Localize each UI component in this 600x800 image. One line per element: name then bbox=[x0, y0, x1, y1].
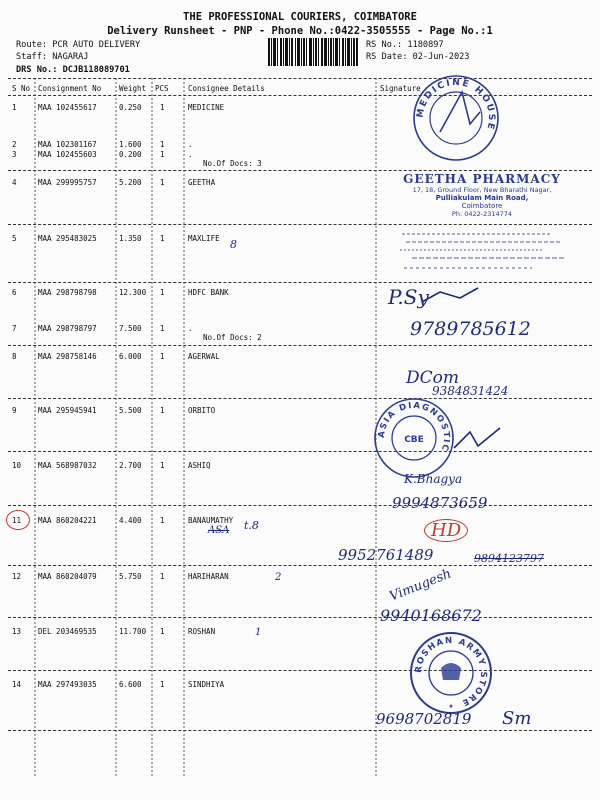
geetha-stamp-line3: Coimbatore bbox=[461, 202, 503, 210]
row-1-weight: 0.250 bbox=[119, 103, 142, 112]
row-11-hd-mark: HD bbox=[424, 519, 468, 542]
asia-diagnostic-stamp bbox=[372, 396, 456, 480]
row-separator bbox=[8, 398, 592, 399]
route-label: Route: PCR AUTO DELIVERY bbox=[16, 40, 141, 50]
row-12-consignment: MAA 860204079 bbox=[38, 572, 97, 581]
row-11-phone-2: 9894123797 bbox=[474, 552, 544, 565]
row-10-consignment: MAA 568987032 bbox=[38, 461, 97, 470]
roshan-army-store-stamp bbox=[408, 630, 494, 716]
geetha-stamp-line2: Pulliakulam Main Road, bbox=[435, 194, 529, 202]
row-12-weight: 5.750 bbox=[119, 572, 142, 581]
row-8-sno: 8 bbox=[12, 352, 17, 361]
row-separator bbox=[8, 505, 592, 506]
geetha-pharmacy-stamp bbox=[382, 172, 582, 218]
row-12-pcs: 1 bbox=[160, 572, 165, 581]
row-11-consignment: MAA 860204221 bbox=[38, 516, 97, 525]
row-14-sno: 14 bbox=[12, 680, 22, 689]
docs-note-1: No.Of Docs: 3 bbox=[203, 159, 262, 168]
row-8-consignment: MAA 298758146 bbox=[38, 352, 97, 361]
row-separator bbox=[8, 224, 592, 225]
row-4-pcs: 1 bbox=[160, 178, 165, 187]
row-3-consignment: MAA 102455603 bbox=[38, 150, 97, 159]
row-11-pcs: 1 bbox=[160, 516, 165, 525]
row-11-phone-1: 9952761489 bbox=[338, 546, 434, 564]
docs-note-2: No.Of Docs: 2 bbox=[203, 333, 262, 342]
rs-number: RS No.: 1180897 bbox=[366, 40, 444, 50]
row-2-consignment: MAA 102301167 bbox=[38, 140, 97, 149]
row-14-consignment: MAA 297493035 bbox=[38, 680, 97, 689]
row-4-weight: 5.200 bbox=[119, 178, 142, 187]
row-5-pcs: 1 bbox=[160, 234, 165, 243]
row-6-signature: P.Sy bbox=[388, 285, 429, 309]
row-4-consignee: GEETHA bbox=[188, 178, 216, 187]
row-6-weight: 12.300 bbox=[119, 288, 147, 297]
row-10-sno: 10 bbox=[12, 461, 22, 470]
row-separator bbox=[8, 170, 592, 171]
maxlife-faded-stamp bbox=[392, 228, 572, 276]
row-6-sno: 6 bbox=[12, 288, 17, 297]
row-6-pcs: 1 bbox=[160, 288, 165, 297]
row-separator bbox=[8, 345, 592, 346]
row-7-sno: 7 bbox=[12, 324, 17, 333]
runsheet-subtitle: Delivery Runsheet - PNP - Phone No.:0422-3505555 - Page No.:1 bbox=[107, 25, 493, 37]
row-5-consignee: MAXLIFE bbox=[188, 234, 220, 243]
row-9-signature bbox=[452, 426, 502, 452]
row-14-phone: 9698702819 bbox=[376, 710, 472, 728]
medicine-house-stamp bbox=[410, 72, 502, 164]
svg-text:CBE: CBE bbox=[404, 435, 424, 445]
row-separator bbox=[8, 617, 592, 618]
row-14-signature: Sm bbox=[502, 708, 532, 729]
row-6-signature-stroke bbox=[420, 286, 480, 306]
row-8-consignee: AGERWAL bbox=[188, 352, 220, 361]
row-10-consignee: ASHIQ bbox=[188, 461, 211, 470]
row-7-consignee: . bbox=[188, 324, 193, 333]
rs-date: RS Date: 02-Jun-2023 bbox=[366, 52, 470, 62]
row-3-pcs: 1 bbox=[160, 150, 165, 159]
row-3-sno: 3 bbox=[12, 150, 17, 159]
col-header-weight: Weight bbox=[119, 84, 147, 93]
geetha-stamp-line1: 17, 18, Ground Floor, New Bharathi Nagar, bbox=[412, 186, 552, 194]
geetha-stamp-line4: Ph: 0422-2314774 bbox=[451, 210, 513, 218]
row-3-consignee: . bbox=[188, 150, 193, 159]
row-7-consignment: MAA 298798797 bbox=[38, 324, 97, 333]
row-7-weight: 7.500 bbox=[119, 324, 142, 333]
maxlife-handwritten-mark: 8 bbox=[230, 238, 237, 251]
col-header-consignment: Consignment No bbox=[38, 84, 102, 93]
company-title: THE PROFESSIONAL COURIERS, COIMBATORE bbox=[183, 11, 417, 23]
row-separator bbox=[8, 282, 592, 283]
col-header-pcs: PCS bbox=[155, 84, 169, 93]
row-1-consignee: MEDICINE bbox=[188, 103, 225, 112]
row-separator bbox=[8, 451, 592, 452]
row-14-weight: 6.600 bbox=[119, 680, 142, 689]
row-9-consignee: ORBITO bbox=[188, 406, 216, 415]
row-8-phone: 9384831424 bbox=[432, 384, 509, 398]
row-5-consignment: MAA 295483025 bbox=[38, 234, 97, 243]
svg-text:ROSHAN ARMY STORE: ROSHAN ARMY STORE bbox=[413, 635, 489, 708]
row-8-weight: 6.000 bbox=[119, 352, 142, 361]
row-12-phone: 9940168672 bbox=[380, 606, 482, 625]
row-13-handwritten-mark: 1 bbox=[255, 627, 262, 638]
row-10-weight: 2.700 bbox=[119, 461, 142, 470]
row-2-weight: 1.600 bbox=[119, 140, 142, 149]
row-3-weight: 0.200 bbox=[119, 150, 142, 159]
row-7-pcs: 1 bbox=[160, 324, 165, 333]
row-11-red-circle bbox=[6, 510, 30, 530]
col-header-consignee: Consignee Details bbox=[188, 84, 265, 93]
row-11-sno: 11 bbox=[12, 516, 22, 525]
svg-text:ASIA DIAGNOSTIC: ASIA DIAGNOSTIC bbox=[376, 400, 452, 454]
row-8-pcs: 1 bbox=[160, 352, 165, 361]
row-13-sno: 13 bbox=[12, 627, 22, 636]
row-1-sno: 1 bbox=[12, 103, 17, 112]
row-11-weight: 4.400 bbox=[119, 516, 142, 525]
row-12-signature: Vimugesh bbox=[387, 566, 454, 605]
row-10-signature: K.Bhagya bbox=[404, 472, 463, 486]
drs-number: DRS No.: DCJB118089701 bbox=[16, 65, 130, 75]
col-header-sno: S No bbox=[12, 84, 31, 93]
row-10-pcs: 1 bbox=[160, 461, 165, 470]
row-13-consignment: DEL 203469535 bbox=[38, 627, 97, 636]
row-13-weight: 11.700 bbox=[119, 627, 147, 636]
row-11-handwritten-mark: t.8 bbox=[244, 519, 259, 532]
row-12-consignee: HARIHARAN bbox=[188, 572, 229, 581]
row-5-sno: 5 bbox=[12, 234, 17, 243]
geetha-stamp-name: GEETHA PHARMACY bbox=[403, 172, 561, 186]
row-9-weight: 5.500 bbox=[119, 406, 142, 415]
row-5-weight: 1.350 bbox=[119, 234, 142, 243]
row-2-pcs: 1 bbox=[160, 140, 165, 149]
row-8-signature: DCom bbox=[406, 368, 459, 388]
row-10-phone: 9994873659 bbox=[392, 494, 488, 512]
row-9-sno: 9 bbox=[12, 406, 17, 415]
row-2-sno: 2 bbox=[12, 140, 17, 149]
row-7-phone: 9789785612 bbox=[410, 318, 531, 340]
row-12-handwritten-mark: 2 bbox=[275, 572, 282, 583]
row-11-handwritten-name: ASA bbox=[208, 525, 230, 536]
col-header-signature: Signature bbox=[380, 84, 421, 93]
svg-text:MEDICINE HOUSE: MEDICINE HOUSE bbox=[415, 77, 497, 132]
row-separator bbox=[8, 565, 592, 566]
svg-text:★: ★ bbox=[448, 701, 454, 710]
barcode bbox=[268, 38, 358, 66]
row-separator bbox=[8, 670, 592, 671]
row-6-consignee: HDFC BANK bbox=[188, 288, 229, 297]
row-14-consignee: SINDHIYA bbox=[188, 680, 225, 689]
staff-label: Staff: NAGARAJ bbox=[16, 52, 89, 62]
row-4-sno: 4 bbox=[12, 178, 17, 187]
row-2-consignee: . bbox=[188, 140, 193, 149]
row-4-consignment: MAA 299995757 bbox=[38, 178, 97, 187]
row-1-consignment: MAA 102455617 bbox=[38, 103, 97, 112]
row-9-consignment: MAA 295945941 bbox=[38, 406, 97, 415]
row-13-consignee: ROSHAN bbox=[188, 627, 216, 636]
row-separator bbox=[8, 730, 592, 731]
row-11-consignee: BANAUMATHY bbox=[188, 516, 234, 525]
row-12-sno: 12 bbox=[12, 572, 22, 581]
row-9-pcs: 1 bbox=[160, 406, 165, 415]
row-13-pcs: 1 bbox=[160, 627, 165, 636]
row-14-pcs: 1 bbox=[160, 680, 165, 689]
row-6-consignment: MAA 298798798 bbox=[38, 288, 97, 297]
row-1-pcs: 1 bbox=[160, 103, 165, 112]
